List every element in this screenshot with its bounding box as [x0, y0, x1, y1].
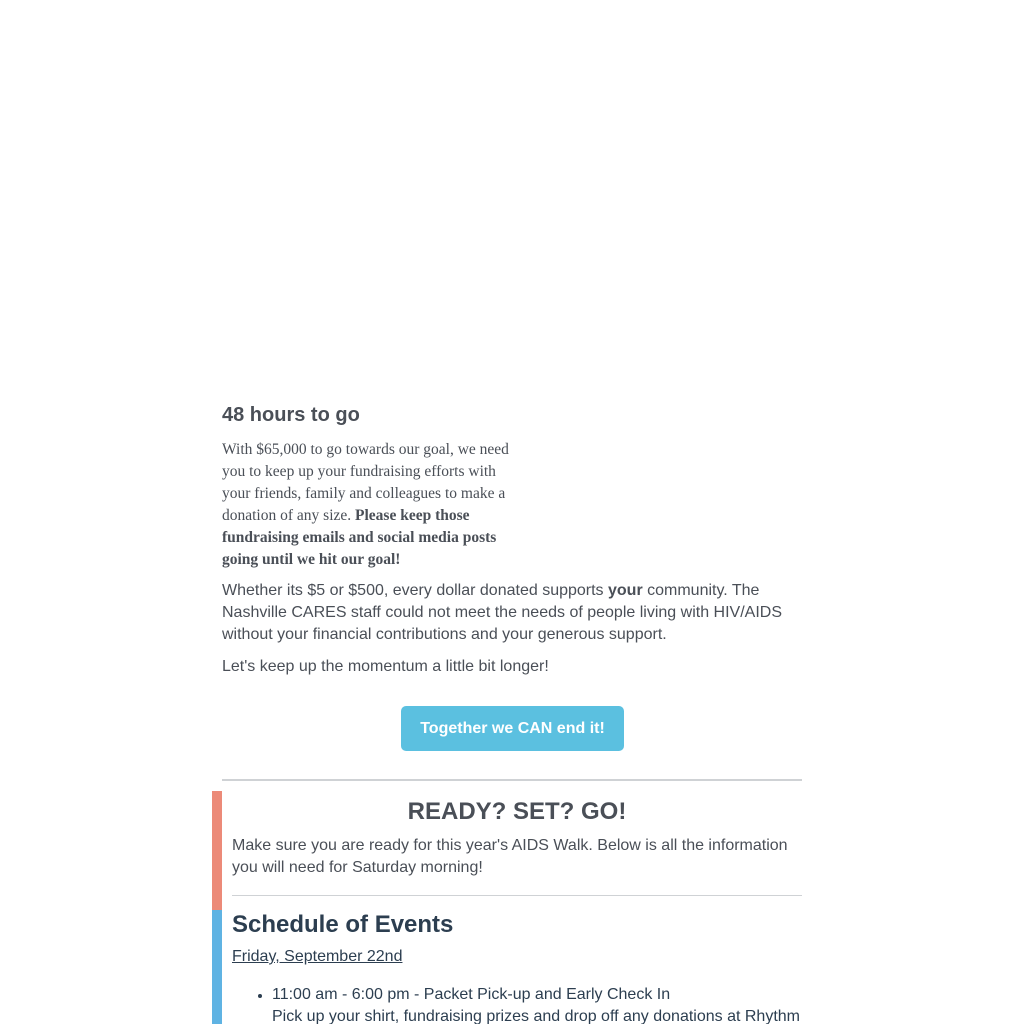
schedule-item-desc: Pick up your shirt, fundraising prizes and drop off any donations at Rhythm [272, 1008, 800, 1024]
support-text-after: community. The Nashville CARES staff could not meet the needs of people living with HIV/AIDS without your financial contributions and your generous support. [222, 582, 782, 643]
intro-bold-text: Please keep those fundraising emails and social media posts going until we hit our goal! [222, 507, 497, 568]
ready-text: Make sure you are ready for this year's AIDS Walk. Below is all the information you will need for Saturday morning! [232, 837, 788, 876]
support-text-bold: your [608, 582, 643, 599]
hero-image-area [222, 0, 802, 400]
accent-bar-blue [212, 910, 222, 1024]
support-paragraph [222, 580, 802, 646]
list-item [272, 984, 842, 1024]
momentum-paragraph: Let's keep up the momentum a little bit longer! [222, 658, 549, 675]
donate-cta-button[interactable]: Together we CAN end it! [401, 706, 624, 751]
headline: 48 hours to go [222, 404, 360, 426]
support-text-before: Whether its $5 or $500, every dollar donated supports [222, 582, 608, 599]
ready-title: READY? SET? GO! [407, 798, 627, 825]
intro-text: With $65,000 to go towards our goal, we need you to keep up your fundraising efforts with your friends, family and colleagues to make a donation of any size. [222, 441, 509, 524]
intro-paragraph [222, 439, 512, 571]
schedule-list [232, 984, 842, 1024]
accent-bar-red [212, 791, 222, 910]
schedule-title: Schedule of Events [232, 911, 454, 938]
section-divider [222, 779, 802, 781]
schedule-item-time: 11:00 am - 6:00 pm - Packet Pick-up and Early Check In [272, 986, 671, 1003]
schedule-date: Friday, September 22nd [232, 948, 403, 965]
schedule-divider [232, 895, 802, 896]
email-body [222, 0, 802, 737]
